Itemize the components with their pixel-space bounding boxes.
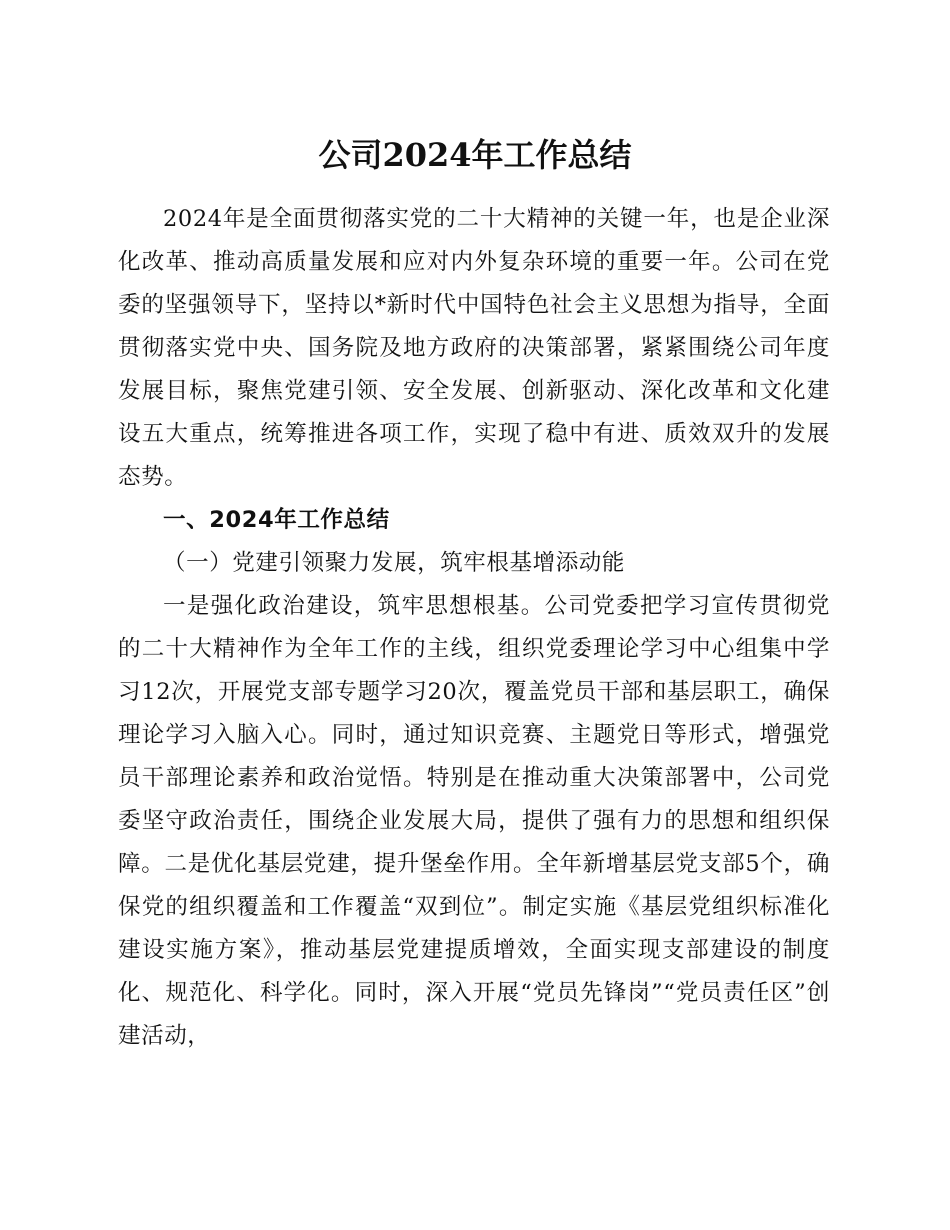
document-body — [118, 198, 830, 1058]
subsection-heading: （一）党建引领聚力发展，筑牢根基增添动能 — [163, 550, 626, 576]
intro-paragraph: 2024年是全面贯彻落实党的二十大精神的关键一年，也是企业深化改革、推动高质量发展和应对内外复杂环境的重要一年。公司在党委的坚强领导下，坚持以*新时代中国特色社会主义思想为指导，全面贯彻落实党中央、国务院及地方政府的决策部署，紧紧围绕公司年度发展目标，聚焦党建引领、安全发展、创新驱动、深化改革和文化建设五大重点，统筹推进各项工作，实现了稳中有进、质效双升的发展态势。 — [118, 206, 830, 490]
section-heading: 一、2024年工作总结 — [163, 507, 390, 533]
body-paragraph: 一是强化政治建设，筑牢思想根基。公司党委把学习宣传贯彻党的二十大精神作为全年工作的主线，组织党委理论学习中心组集中学习12次，开展党支部专题学习20次，覆盖党员干部和基层职工，确保理论学习入脑入心。同时，通过知识竞赛、主题党日等形式，增强党员干部理论素养和政治觉悟。特别是在推动重大决策部署中，公司党委坚守政治责任，围绕企业发展大局，提供了强有力的思想和组织保障。二是优化基层党建，提升堡垒作用。全年新增基层党支部5个，确保党的组织覆盖和工作覆盖“双到位”。制定实施《基层党组织标准化建设实施方案》，推动基层党建提质增效，全面实现支部建设的制度化、规范化、科学化。同时，深入开展“党员先锋岗”“党员责任区”创建活动， — [118, 593, 830, 1049]
document-title: 公司2024年工作总结 — [318, 136, 632, 174]
